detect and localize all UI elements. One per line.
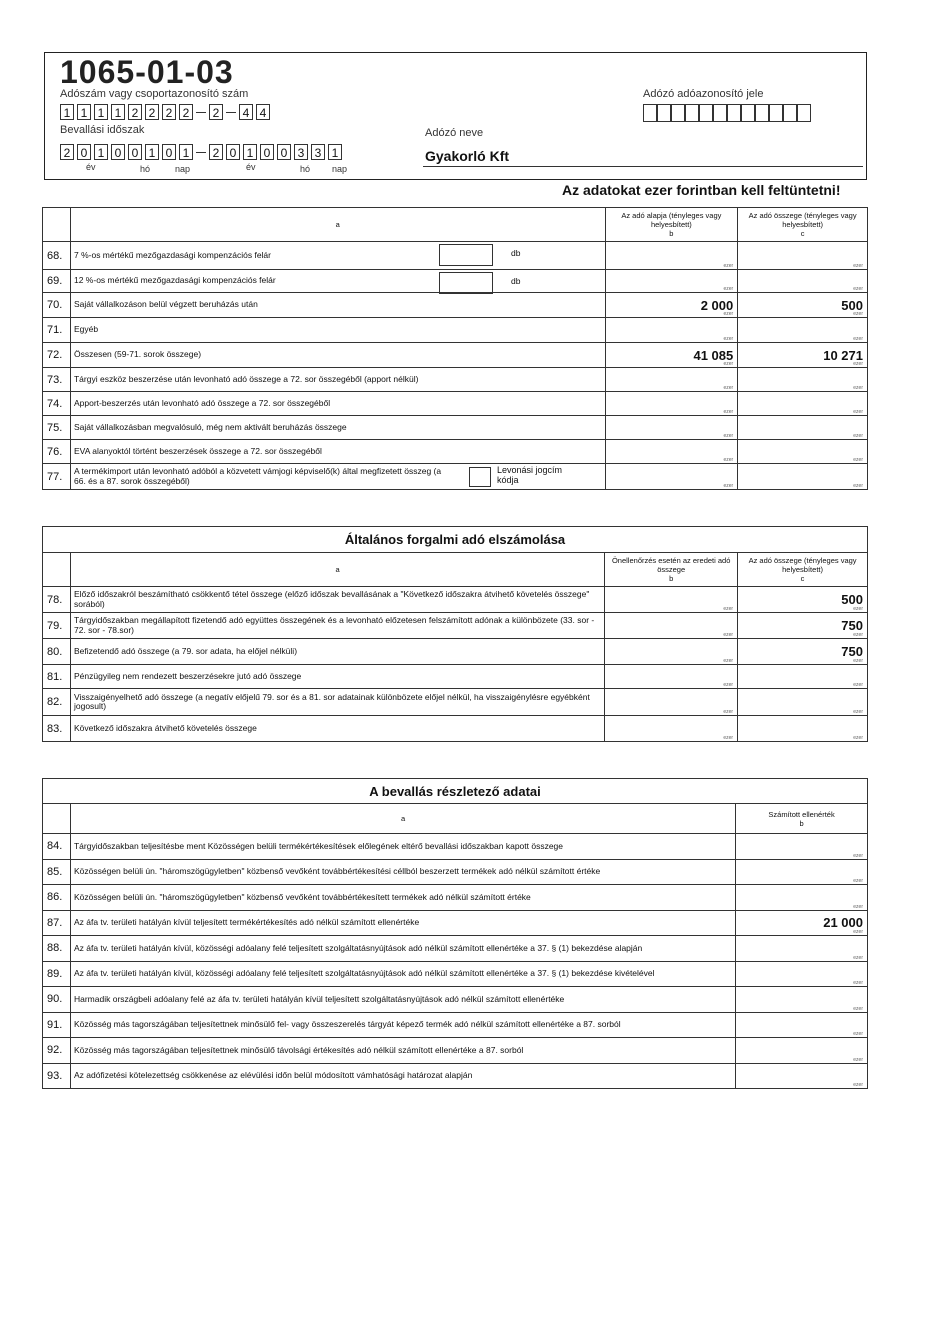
row-text: Tárgyi eszköz beszerzése után levonható adó összege a 72. sor összegéből (apport nélkül) xyxy=(73,373,419,384)
row-text: EVA alanyoktól történt beszerzések összege a 72. sor összegéből xyxy=(73,445,322,456)
row-description xyxy=(70,318,605,343)
row-description: Befizetendő adó összege (a 79. sor adata, ha előjel nélküli) xyxy=(70,639,604,665)
unit-label: ezer xyxy=(853,433,863,439)
unit-label: ezer xyxy=(853,709,863,715)
period-from-digit: 0 xyxy=(162,144,176,160)
taxpayer-name[interactable]: Gyakorló Kft xyxy=(425,148,510,164)
unit-label: ezer xyxy=(853,682,863,688)
unit-label: ezer xyxy=(853,735,863,741)
table-vat-settlement xyxy=(42,526,868,742)
unit-label: ezer xyxy=(853,336,863,342)
unit-label: ezer xyxy=(723,606,734,612)
row-description: Közösség más tagországában teljesítettnek minősülő távolsági értékesítés adó nélkül számított ellenértéke a 87. sorból xyxy=(70,1038,735,1064)
period-label: Bevallási időszak xyxy=(60,124,145,136)
amount-value: 500 xyxy=(841,297,863,313)
tax-number-digit: 1 xyxy=(77,104,91,120)
tax-number-digit: 1 xyxy=(60,104,74,120)
unit-label: ezer xyxy=(853,929,863,935)
header-col-c xyxy=(738,553,868,587)
amount-field[interactable] xyxy=(605,665,738,689)
row-description: Az adófizetési kötelezettség csökkenése az elévülési időn belül módosított vámhatósági határozat alapján xyxy=(70,1063,735,1089)
unit-label: ezer xyxy=(723,457,734,463)
header-col-c-text: Az adó összege (tényleges vagy helyesbített) xyxy=(748,211,857,229)
section-title-row xyxy=(43,527,868,553)
header-col-c-letter: c xyxy=(800,229,805,238)
row-number: 69. xyxy=(43,270,71,293)
table-header-row xyxy=(43,208,868,242)
amount-field[interactable] xyxy=(605,270,738,293)
header-col-b-text: Számított ellenérték xyxy=(768,809,835,819)
amount-field[interactable] xyxy=(605,392,738,416)
table-tax-base xyxy=(42,207,868,490)
table-row xyxy=(43,1012,868,1038)
period-to-digit: 0 xyxy=(260,144,274,160)
unit-label: ezer xyxy=(723,361,734,367)
unit-label: ezer xyxy=(853,1005,863,1012)
amount-field[interactable] xyxy=(738,242,868,270)
row-description xyxy=(70,293,605,318)
unit-label: ezer xyxy=(853,385,863,391)
table-row xyxy=(43,318,868,343)
unit-label: ezer xyxy=(853,457,863,463)
row-text: Apport-beszerzés után levonható adó összege a 72. sor összegéből xyxy=(73,397,331,408)
header-num-cell xyxy=(43,553,71,587)
amount-field[interactable] xyxy=(738,639,868,665)
row-text: 7 %-os mértékű mezőgazdasági kompenzációs felár xyxy=(73,249,271,260)
row-number: 89. xyxy=(43,961,71,987)
header-col-c-letter: c xyxy=(800,574,805,583)
header-col-c-text: Az adó összege (tényleges vagy helyesbített) xyxy=(748,556,857,574)
unit-label: ezer xyxy=(723,682,734,688)
day-label: nap xyxy=(175,164,191,174)
row-number: 85. xyxy=(43,859,71,885)
table-row xyxy=(43,464,868,490)
amount-field[interactable] xyxy=(605,293,738,318)
tax-number-label: Adószám vagy csoportazonosító szám xyxy=(60,88,249,100)
row-description: Előző időszakról beszámítható csökkentő tétel összege (előző időszak bevallásának a "Következő időszakra átvihető követelés összege" sorából) xyxy=(70,587,604,613)
period-from-digit: 0 xyxy=(77,144,91,160)
table-row xyxy=(43,859,868,885)
row-description: Közösségen belüli ún. "háromszögügyletben" közbenső vevőként továbbértékesített termékek adó nélkül számított értéke xyxy=(70,885,735,911)
table-header-row xyxy=(43,804,868,834)
row-number: 92. xyxy=(43,1038,71,1064)
row-number: 88. xyxy=(43,936,71,962)
row-description xyxy=(70,440,605,464)
table-row xyxy=(43,639,868,665)
period-to-digit: 3 xyxy=(311,144,325,160)
table-row xyxy=(43,440,868,464)
amount-field[interactable] xyxy=(736,910,868,936)
row-number: 84. xyxy=(43,834,71,860)
unit-label: ezer xyxy=(723,311,734,317)
header-col-a: a xyxy=(70,553,604,587)
amount-field[interactable] xyxy=(736,1012,868,1038)
header-col-b xyxy=(605,208,738,242)
table-details xyxy=(42,778,868,1089)
tax-id-field[interactable] xyxy=(643,104,811,122)
header-num-cell xyxy=(43,208,71,242)
taxpayer-name-line xyxy=(423,166,863,167)
unit-label: ezer xyxy=(723,658,734,664)
amount-field[interactable] xyxy=(738,343,868,368)
row-number: 70. xyxy=(43,293,71,318)
section-title-row xyxy=(43,779,868,804)
unit-label: ezer xyxy=(853,1056,863,1063)
header-col-b-letter: b xyxy=(669,574,674,583)
unit-label: ezer xyxy=(853,1031,863,1037)
unit-label: ezer xyxy=(723,336,734,342)
row-description xyxy=(70,270,605,293)
period-from-digit: 1 xyxy=(179,144,193,160)
unit-label: ezer xyxy=(853,632,863,638)
thousands-notice: Az adatokat ezer forintban kell feltüntetni! xyxy=(562,182,841,198)
row-description: Az áfa tv. területi hatályán kívül teljesített termékértékesítés adó nélkül számított ellenértéke xyxy=(70,910,735,936)
row-description xyxy=(70,464,605,490)
unit-label: ezer xyxy=(853,1082,863,1088)
row-number: 80. xyxy=(43,639,71,665)
quantity-input[interactable] xyxy=(439,244,493,266)
amount-field[interactable] xyxy=(738,689,868,716)
table-row xyxy=(43,665,868,689)
unit-label: ezer xyxy=(853,311,863,317)
amount-field[interactable] xyxy=(605,639,738,665)
row-text: 12 %-os mértékű mezőgazdasági kompenzációs felár xyxy=(73,275,276,286)
period-from-digit: 2 xyxy=(60,144,74,160)
row-text: A termékimport után levonható adóból a közvetett vámjogi képviselő(k) által megfizetett összeg (a 66. és a 87. sorok összegéből) xyxy=(73,466,442,486)
amount-field[interactable] xyxy=(736,961,868,987)
unit-label: ezer xyxy=(853,980,863,986)
row-number: 93. xyxy=(43,1063,71,1089)
table-row xyxy=(43,885,868,911)
header-col-b-text: Önellenőrzés esetén az eredeti adó összege xyxy=(611,556,731,574)
header-col-b xyxy=(605,553,738,587)
unit-label: ezer xyxy=(723,632,734,638)
amount-field[interactable] xyxy=(738,416,868,440)
separator-dash xyxy=(196,112,206,113)
unit-label: ezer xyxy=(853,878,863,884)
row-number: 72. xyxy=(43,343,71,368)
header-col-b-text: Az adó alapja (tényleges vagy helyesbített) xyxy=(621,211,722,229)
row-number: 75. xyxy=(43,416,71,440)
row-number: 71. xyxy=(43,318,71,343)
amount-field[interactable] xyxy=(738,440,868,464)
table-header-row xyxy=(43,553,868,587)
table-row xyxy=(43,368,868,392)
amount-field[interactable] xyxy=(738,318,868,343)
amount-field[interactable] xyxy=(605,440,738,464)
separator-dash xyxy=(196,152,206,153)
table-row xyxy=(43,242,868,270)
section-title: Általános forgalmi adó elszámolása xyxy=(43,527,868,553)
header-col-a: a xyxy=(70,804,735,834)
amount-field[interactable] xyxy=(605,368,738,392)
period-to-digit: 2 xyxy=(209,144,223,160)
row-description: Visszaigényelhető adó összege (a negatív előjelű 79. sor és a 81. sor adatainak különbözete előjel nélkül, ha visszaigénylésre egyébként jogosult) xyxy=(70,689,604,716)
tax-number-digit: 4 xyxy=(256,104,270,120)
amount-field[interactable] xyxy=(605,689,738,716)
tax-number-digit: 2 xyxy=(162,104,176,120)
amount-value: 41 085 xyxy=(693,347,734,363)
period-from-digit: 1 xyxy=(94,144,108,160)
tax-number-digit: 4 xyxy=(239,104,253,120)
amount-value: 10 271 xyxy=(823,347,863,363)
row-description: Harmadik országbeli adóalany felé az áfa tv. területi hatályán kívül teljesített szolgáltatásnyújtások adó nélkül számított ellenértéke xyxy=(70,987,735,1013)
amount-field[interactable] xyxy=(736,1038,868,1064)
row-description: Pénzügyileg nem rendezett beszerzésekre jutó adó összege xyxy=(70,665,604,689)
amount-field[interactable] xyxy=(605,416,738,440)
row-number: 81. xyxy=(43,665,71,689)
row-number: 68. xyxy=(43,242,71,270)
unit-label: ezer xyxy=(723,433,734,439)
amount-field[interactable] xyxy=(736,834,868,860)
deduction-code-input[interactable] xyxy=(469,467,491,487)
taxpayer-name-label: Adózó neve xyxy=(425,127,484,139)
row-number: 76. xyxy=(43,440,71,464)
unit-label: ezer xyxy=(853,263,863,269)
row-description xyxy=(70,343,605,368)
unit-label: ezer xyxy=(723,409,734,415)
period-to-digit: 0 xyxy=(277,144,291,160)
row-description xyxy=(70,242,605,270)
day-label: nap xyxy=(332,164,348,174)
amount-field[interactable] xyxy=(738,613,868,639)
amount-field[interactable] xyxy=(605,464,738,490)
unit-label: ezer xyxy=(853,658,863,664)
header-col-b xyxy=(736,804,868,834)
unit-label: ezer xyxy=(853,606,863,612)
row-number: 90. xyxy=(43,987,71,1013)
tax-number-digit: 2 xyxy=(145,104,159,120)
row-description: Az áfa tv. területi hatályán kívül, közösségi adóalany felé teljesített szolgáltatásnyújtások adó nélkül számított ellenértéke a 37. § (1) bekezdése kivételével xyxy=(70,961,735,987)
table-row xyxy=(43,587,868,613)
row-description: Közösségen belüli ún. "háromszögügyletben" közbenső vevőként továbbértékesítési céllból beszerzett termékek adó nélkül számított értéke xyxy=(70,859,735,885)
amount-value: 21 000 xyxy=(823,915,863,931)
tax-number-digit: 2 xyxy=(179,104,193,120)
unit-label: ezer xyxy=(853,903,863,910)
tax-id-label: Adózó adóazonosító jele xyxy=(643,88,764,100)
amount-value: 2 000 xyxy=(700,297,734,313)
row-description: Tárgyidőszakban teljesítésbe ment Közösségen belüli termékértékesítések előlegének eltérő bevallási időszakban kapott összege xyxy=(70,834,735,860)
table-row xyxy=(43,1063,868,1089)
table-row xyxy=(43,1038,868,1064)
tax-number-digit: 2 xyxy=(128,104,142,120)
year-label: év xyxy=(86,162,96,172)
row-description xyxy=(70,368,605,392)
header-col-b-letter: b xyxy=(669,229,674,238)
table-row xyxy=(43,293,868,318)
row-number: 74. xyxy=(43,392,71,416)
tax-number-digit: 1 xyxy=(94,104,108,120)
row-text: Összesen (59-71. sorok összege) xyxy=(73,349,202,360)
table-row xyxy=(43,416,868,440)
period-to-digit: 1 xyxy=(328,144,342,160)
amount-field[interactable] xyxy=(738,392,868,416)
header-col-c xyxy=(738,208,868,242)
table-row xyxy=(43,910,868,936)
period-from-digit: 0 xyxy=(128,144,142,160)
table-row xyxy=(43,689,868,716)
period-field[interactable] xyxy=(60,144,342,160)
amount-value: 500 xyxy=(841,592,863,607)
row-description: Közösség más tagországában teljesítettnek minősülő fel- vagy összeszerelés tárgyát képező termék adó nélkül számított ellenértéke a 87. sorból xyxy=(70,1012,735,1038)
row-description: Tárgyidőszakban megállapított fizetendő adó együttes összegének és a levonható előzetesen felszámított adónak a különbözete (33. sor - 72. sor - 78.sor) xyxy=(70,613,604,639)
period-to-digit: 0 xyxy=(226,144,240,160)
amount-value: 750 xyxy=(841,644,863,659)
row-description xyxy=(70,416,605,440)
unit-label: ezer xyxy=(723,263,734,269)
row-number: 87. xyxy=(43,910,71,936)
month-label: hó xyxy=(300,164,311,174)
unit-label: ezer xyxy=(853,409,863,415)
row-number: 91. xyxy=(43,1012,71,1038)
amount-field[interactable] xyxy=(738,587,868,613)
amount-field[interactable] xyxy=(605,318,738,343)
amount-field[interactable] xyxy=(738,716,868,742)
tax-number-digit: 1 xyxy=(111,104,125,120)
table-row xyxy=(43,936,868,962)
unit-label: ezer xyxy=(723,709,734,715)
unit-label: ezer xyxy=(853,483,863,489)
form-code: 1065-01-03 xyxy=(60,54,234,90)
unit-label: ezer xyxy=(853,954,863,961)
header-col-b-letter: b xyxy=(799,818,804,828)
row-description: Az áfa tv. területi hatályán kívül, közösségi adóalany felé teljesített szolgáltatásnyújtások adó nélkül számított ellenértéke a 37. § (1) bekezdése alapján xyxy=(70,936,735,962)
table-row xyxy=(43,343,868,368)
row-number: 82. xyxy=(43,689,71,716)
amount-field[interactable] xyxy=(738,368,868,392)
table-row xyxy=(43,613,868,639)
unit-label: ezer xyxy=(723,735,734,741)
amount-field[interactable] xyxy=(738,270,868,293)
amount-field[interactable] xyxy=(736,859,868,885)
separator-dash xyxy=(226,112,236,113)
unit-db-label: db xyxy=(510,248,521,258)
unit-db-label: db xyxy=(510,276,521,286)
unit-label: ezer xyxy=(723,385,734,391)
row-number: 79. xyxy=(43,613,71,639)
period-to-digit: 3 xyxy=(294,144,308,160)
amount-field[interactable] xyxy=(738,293,868,318)
tax-number-field[interactable] xyxy=(60,104,270,120)
month-label: hó xyxy=(140,164,151,174)
row-text: Egyéb xyxy=(73,324,99,335)
year-label: év xyxy=(246,162,256,172)
amount-field[interactable] xyxy=(738,464,868,490)
amount-field[interactable] xyxy=(605,613,738,639)
table-row xyxy=(43,716,868,742)
unit-label: ezer xyxy=(723,483,734,489)
amount-field[interactable] xyxy=(605,587,738,613)
table-row xyxy=(43,392,868,416)
deduction-code-label: Levonási jogcím kódja xyxy=(496,465,563,485)
amount-field[interactable] xyxy=(605,716,738,742)
row-number: 77. xyxy=(43,464,71,490)
amount-field[interactable] xyxy=(736,1063,868,1089)
period-from-digit: 1 xyxy=(145,144,159,160)
row-text: Saját vállalkozáson belül végzett beruházás után xyxy=(73,299,258,310)
amount-field[interactable] xyxy=(605,343,738,368)
amount-field[interactable] xyxy=(736,936,868,962)
unit-label: ezer xyxy=(853,361,863,367)
row-number: 86. xyxy=(43,885,71,911)
period-to-digit: 1 xyxy=(243,144,257,160)
row-text: Saját vállalkozásban megvalósuló, még nem aktivált beruházás összege xyxy=(73,421,347,432)
amount-field[interactable] xyxy=(738,665,868,689)
table-row xyxy=(43,961,868,987)
table-row xyxy=(43,834,868,860)
row-description: Következő időszakra átvihető követelés összege xyxy=(70,716,604,742)
period-from-digit: 0 xyxy=(111,144,125,160)
table-row xyxy=(43,987,868,1013)
section-title: A bevallás részletező adatai xyxy=(43,779,868,804)
tax-number-digit: 2 xyxy=(209,104,223,120)
amount-field[interactable] xyxy=(605,242,738,270)
unit-label: ezer xyxy=(853,286,863,292)
row-number: 73. xyxy=(43,368,71,392)
header-num-cell xyxy=(43,804,71,834)
amount-field[interactable] xyxy=(736,987,868,1013)
amount-value: 750 xyxy=(841,618,863,633)
row-description xyxy=(70,392,605,416)
amount-field[interactable] xyxy=(736,885,868,911)
unit-label: ezer xyxy=(723,286,734,292)
unit-label: ezer xyxy=(853,852,863,859)
table-row xyxy=(43,270,868,293)
header-col-a: a xyxy=(70,208,605,242)
quantity-input[interactable] xyxy=(439,272,493,294)
row-number: 83. xyxy=(43,716,71,742)
row-number: 78. xyxy=(43,587,71,613)
